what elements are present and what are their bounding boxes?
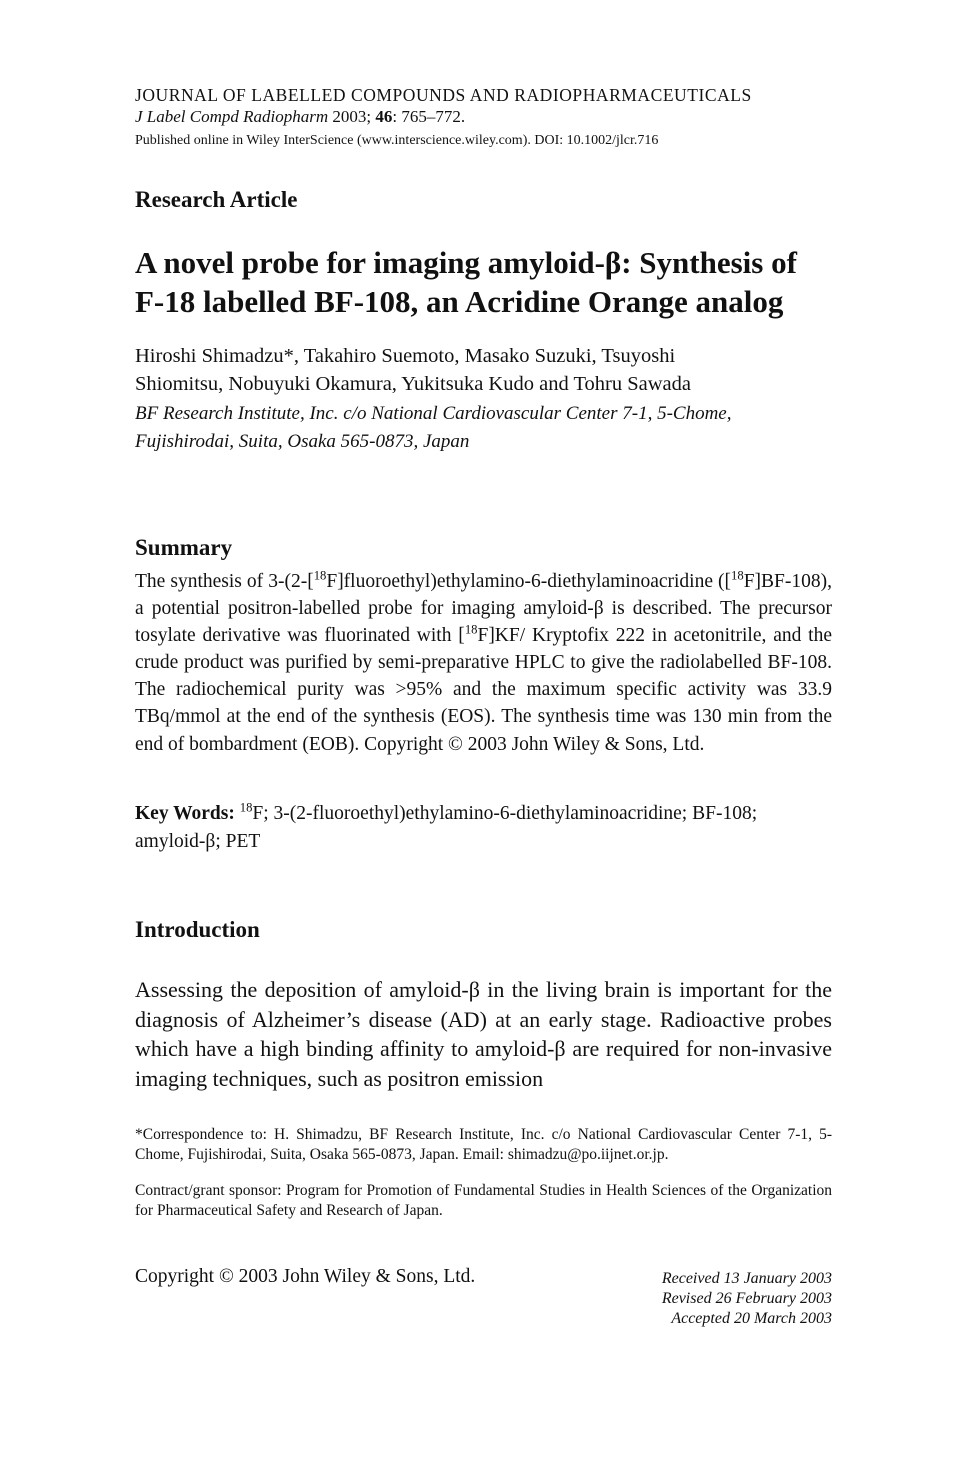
summary-text-part: F]BF-108), a potential positron-labelled probe for imaging amyloid-β is described. The precursor tosylate derivative was fluorinated with [ [135,571,832,647]
article-type: Research Article [135,187,298,212]
summary-text-part: The synthesis of 3-(2-[ [135,571,314,592]
journal-volume: 46 [375,107,393,126]
keywords [135,800,832,855]
title-line: A novel probe for imaging amyloid-β: Synthesis of [135,245,797,280]
isotope-superscript: 18 [731,568,744,583]
summary-text-part: F]fluoroethyl)ethylamino-6-diethylaminoacridine ([ [326,571,732,592]
summary-heading: Summary [135,535,233,560]
submission-dates [572,1269,832,1329]
journal-citation: J Label Compd Radiopharm 2003; 46: 765–772. [135,107,466,126]
isotope-superscript: 18 [313,568,327,583]
introduction-text: Assessing the deposition of amyloid-β in the living brain is important for the diagnosis of Alzheimer’s disease (AD) at an early stage. Radioactive probes which have a high binding affinity to amyloid-β are required for non-invasive imaging techniques, such as positron emission [135,977,832,1091]
author-line: Shiomitsu, Nobuyuki Okamura, Yukitsuka Kudo and Tohru Sawada [135,373,692,395]
isotope-superscript: 18 [239,800,253,815]
summary-text-part: F]KF/ Kryptofix 222 in acetonitrile, and the crude product was purified by semi-preparative HPLC to give the radiolabelled BF-108. The radiochemical purity was >95% and the maximum specific activity was 33.9 TBq/mmol at the end of the synthesis (EOS). The synthesis time was 130 min from the end of bombardment (EOB). Copyright © 2003 John Wiley & Sons, Ltd. [135,625,833,755]
journal-abbrev: J Label Compd Radiopharm [135,107,329,126]
journal-year: 2003 [332,107,367,126]
accepted-date: Accepted 20 March 2003 [671,1310,832,1327]
keywords-text: F; 3-(2-fluoroethyl)ethylamino-6-diethylaminoacridine; BF-108; amyloid-β; PET [135,803,758,852]
affiliation-line: BF Research Institute, Inc. c/o National Cardiovascular Center 7-1, 5-Chome, [135,403,732,424]
journal-pages: 765–772. [401,107,466,126]
isotope-superscript: 18 [464,622,478,637]
title-line: F-18 labelled BF-108, an Acridine Orange analog [135,283,784,319]
online-publication-note: Published online in Wiley InterScience (www.interscience.wiley.com). DOI: 10.1002/jlcr.716 [135,133,659,148]
correspondence-footnote: *Correspondence to: H. Shimadzu, BF Research Institute, Inc. c/o National Cardiovascular Center 7-1, 5-Chome, Fujishirodai, Suita, Osaka 565-0873, Japan. Email: shimadzu@po.iijnet.or.jp. [135,1126,832,1163]
affiliation-line: Fujishirodai, Suita, Osaka 565-0873, Japan [135,431,470,452]
summary-text [135,568,832,758]
received-date: Received 13 January 2003 [661,1270,832,1287]
copyright-notice: Copyright © 2003 John Wiley & Sons, Ltd. [135,1266,476,1287]
grant-footnote: Contract/grant sponsor: Program for Promotion of Fundamental Studies in Health Sciences of the Organization for Pharmaceutical Safety and Research of Japan. [135,1182,832,1219]
author-line: Hiroshi Shimadzu*, Takahiro Suemoto, Masako Suzuki, Tsuyoshi [135,345,676,367]
introduction-heading: Introduction [135,917,260,942]
keywords-label: Key Words: [135,803,235,824]
journal-name: JOURNAL OF LABELLED COMPOUNDS AND RADIOPHARMACEUTICALS [135,85,752,105]
author-list [135,342,832,398]
paper-title [135,244,832,321]
revised-date: Revised 26 February 2003 [661,1290,832,1307]
affiliation [135,400,832,456]
